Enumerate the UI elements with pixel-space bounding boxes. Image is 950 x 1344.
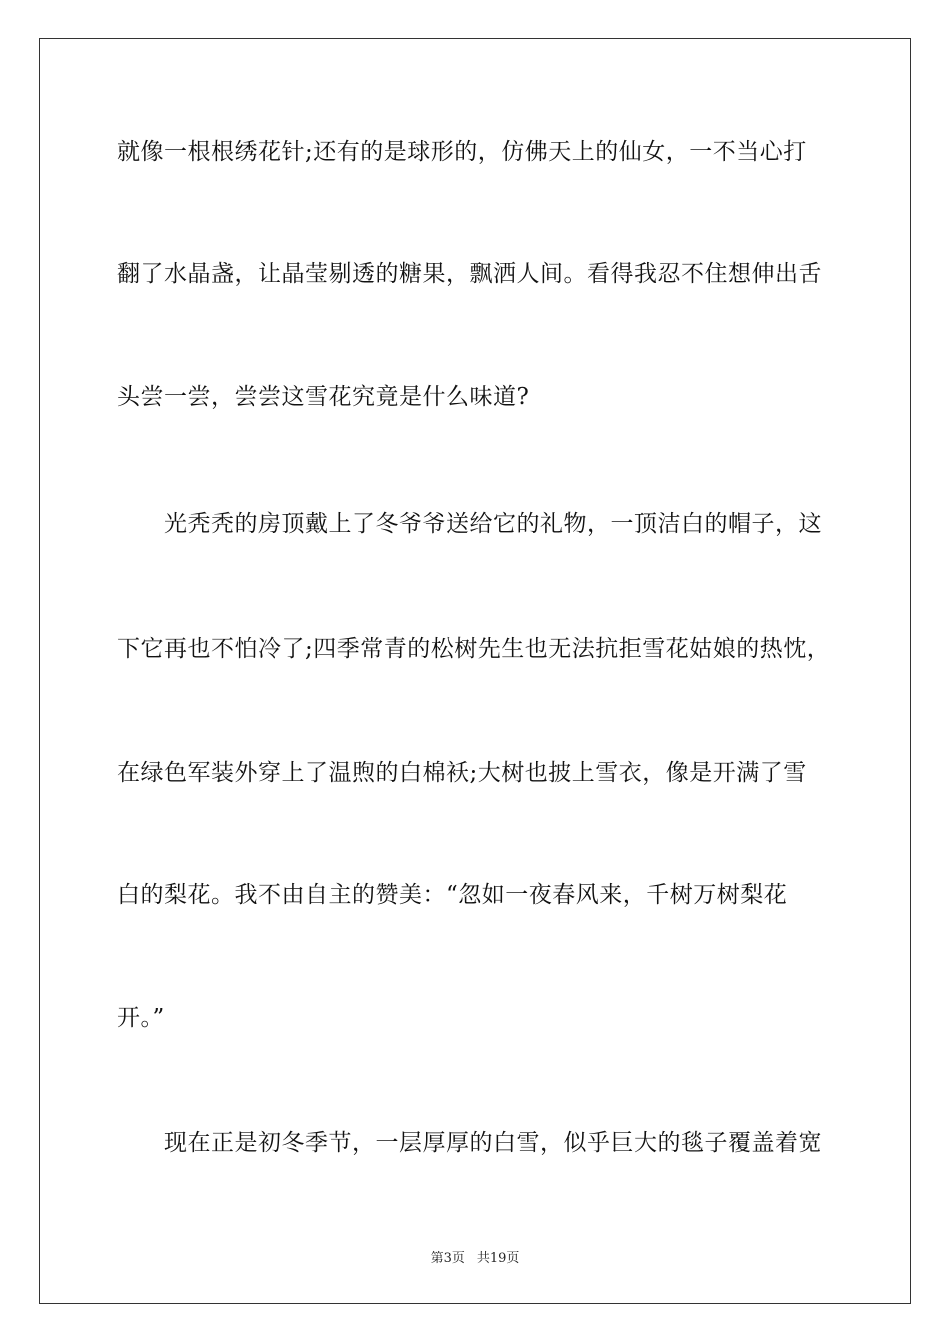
page-total: 共19页 [476,1251,520,1266]
text-line: 现在正是初冬季节，一层厚厚的白雪，似乎巨大的毯子覆盖着宽 [164,1130,822,1156]
text-line: 下它再也不怕冷了;四季常青的松树先生也无法抗拒雪花姑娘的热忱， [117,636,831,662]
text-line: 在绿色军装外穿上了温煦的白棉袄;大树也披上雪衣，像是开满了雪 [117,760,807,786]
text-line: 就像一根根绣花针;还有的是球形的，仿佛天上的仙女，一不当心打 [117,139,807,165]
text-line: 白的梨花。我不由自主的赞美：“忽如一夜春风来，千树万树梨花 [117,882,788,908]
text-line: 头尝一尝，尝尝这雪花究竟是什么味道? [117,384,530,410]
page-number: 第3页 [430,1251,465,1266]
text-line: 翻了水晶盏，让晶莹剔透的糖果，飘洒人间。看得我忍不住想伸出舌 [117,261,822,287]
page-footer [0,1247,950,1266]
text-line: 开。” [117,1005,165,1031]
page-border [39,38,911,1304]
text-line: 光秃秃的房顶戴上了冬爷爷送给它的礼物，一顶洁白的帽子，这 [164,511,822,537]
